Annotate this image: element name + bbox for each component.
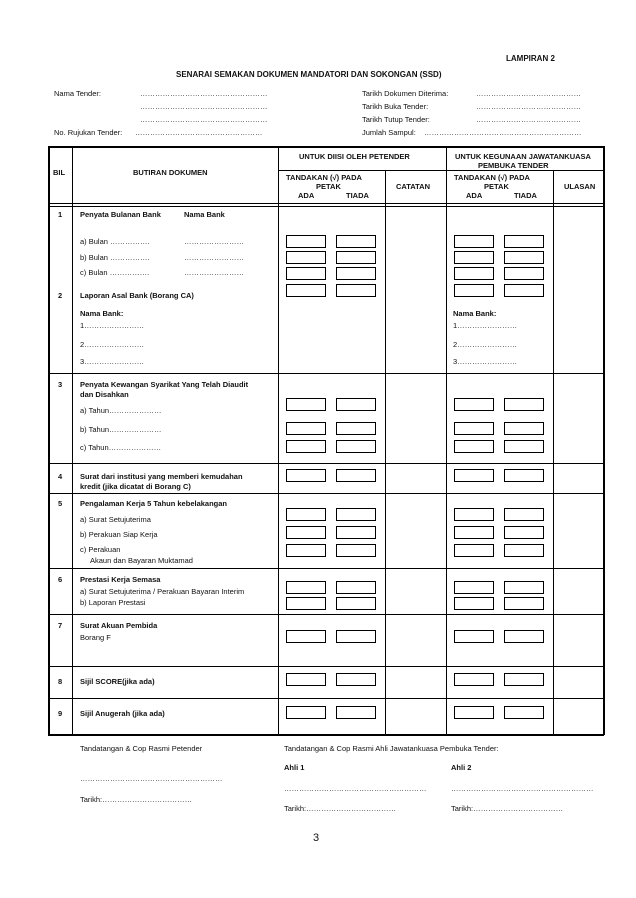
- col-items: BUTIRAN DOKUMEN: [133, 168, 208, 177]
- row-3-title: Penyata Kewangan Syarikat Yang Telah Diaudit: [80, 380, 249, 389]
- tenderer-tiada-checkbox[interactable]: [336, 251, 376, 264]
- tenderer-sign-dots: …………………………………………………: [80, 774, 223, 783]
- row-9-title: Sijil Anugerah (jika ada): [80, 709, 165, 718]
- mark-label-a: TANDAKAN (√) PADA: [286, 173, 362, 182]
- tiada-label-a: TIADA: [346, 191, 369, 200]
- tenderer-tiada-checkbox[interactable]: [336, 581, 376, 594]
- committee-ada-checkbox[interactable]: [454, 597, 494, 610]
- row-1-a: a) Bulan …………….: [80, 237, 150, 246]
- committee-tiada-checkbox[interactable]: [504, 267, 544, 280]
- row-1-c-dots: ……………………: [184, 268, 244, 277]
- tenderer-ada-checkbox[interactable]: [286, 284, 326, 297]
- row-6-b: b) Laporan Prestasi: [80, 598, 146, 607]
- tenderer-ada-checkbox[interactable]: [286, 706, 326, 719]
- tenderer-ada-checkbox[interactable]: [286, 630, 326, 643]
- committee-tiada-checkbox[interactable]: [504, 508, 544, 521]
- tenderer-ada-checkbox[interactable]: [286, 508, 326, 521]
- tenderer-tiada-checkbox[interactable]: [336, 469, 376, 482]
- row-1-number: 1: [58, 210, 63, 219]
- row-7-title: Surat Akuan Pembida: [80, 621, 158, 630]
- tenderer-ada-checkbox[interactable]: [286, 267, 326, 280]
- mark-label-b: TANDAKAN (√) PADA: [454, 173, 530, 182]
- tenderer-tiada-checkbox[interactable]: [336, 440, 376, 453]
- page-title: SENARAI SEMAKAN DOKUMEN MANDATORI DAN SOKONGAN (SSD): [176, 70, 442, 79]
- row-3-number: 3: [58, 380, 63, 389]
- committee-ada-checkbox[interactable]: [454, 440, 494, 453]
- row-8-number: 8: [58, 677, 63, 686]
- envelope-dots: ………………………………………………………: [424, 128, 582, 137]
- row-6-title: Prestasi Kerja Semasa: [80, 575, 161, 584]
- committee-tiada-checkbox[interactable]: [504, 251, 544, 264]
- committee-tiada-checkbox[interactable]: [504, 706, 544, 719]
- row-9-number: 9: [58, 709, 63, 718]
- committee-tiada-checkbox[interactable]: [504, 630, 544, 643]
- committee-tiada-checkbox[interactable]: [504, 440, 544, 453]
- tenderer-tiada-checkbox[interactable]: [336, 508, 376, 521]
- col-bil: BIL: [53, 168, 66, 177]
- tenderer-date: Tarikh:………………………………: [80, 795, 193, 804]
- committee-tiada-checkbox[interactable]: [504, 597, 544, 610]
- committee-ada-checkbox[interactable]: [454, 544, 494, 557]
- tenderer-tiada-checkbox[interactable]: [336, 526, 376, 539]
- committee-ada-checkbox[interactable]: [454, 398, 494, 411]
- tenderer-ada-checkbox[interactable]: [286, 469, 326, 482]
- row-2-line-3: 3……………………: [80, 357, 145, 366]
- close-dots: ……………………………………: [476, 115, 581, 124]
- committee-tiada-checkbox[interactable]: [504, 544, 544, 557]
- row-5-number: 5: [58, 499, 63, 508]
- row-5-b: b) Perakuan Siap Kerja: [80, 530, 158, 539]
- committee-ada-checkbox[interactable]: [454, 251, 494, 264]
- row-4-title-2: kredit (jika dicatat di Borang C): [80, 482, 191, 491]
- mark-label-b2: PETAK: [484, 182, 509, 191]
- row-2-bank: Nama Bank:: [80, 309, 124, 318]
- committee-ada-checkbox[interactable]: [454, 422, 494, 435]
- committee-sign-label: Tandatangan & Cop Rasmi Ahli Jawatankuasa Pembuka Tender:: [284, 744, 499, 753]
- envelope-label: Jumlah Sampul:: [362, 128, 416, 137]
- committee-tiada-checkbox[interactable]: [504, 581, 544, 594]
- committee-ada-checkbox[interactable]: [454, 673, 494, 686]
- tenderer-ada-checkbox[interactable]: [286, 597, 326, 610]
- row-3-c: c) Tahun…………………: [80, 443, 162, 452]
- tiada-label-b: TIADA: [514, 191, 537, 200]
- row-2-committee-3: 3……………………: [453, 357, 518, 366]
- row-1-b-dots: ……………………: [184, 253, 244, 262]
- member-2-date: Tarikh:………………………………: [451, 804, 564, 813]
- open-label: Tarikh Buka Tender:: [362, 102, 429, 111]
- appendix-label: LAMPIRAN 2: [506, 54, 555, 63]
- tenderer-ada-checkbox[interactable]: [286, 581, 326, 594]
- tenderer-ada-checkbox[interactable]: [286, 544, 326, 557]
- col-committee-2: PEMBUKA TENDER: [478, 161, 549, 170]
- row-2-number: 2: [58, 291, 63, 300]
- tender-name-label: Nama Tender:: [54, 89, 101, 98]
- member-1-label: Ahli 1: [284, 763, 305, 772]
- ada-label-a: ADA: [298, 191, 315, 200]
- row-7-sub: Borang F: [80, 633, 111, 642]
- tenderer-tiada-checkbox[interactable]: [336, 398, 376, 411]
- row-6-a: a) Surat Setujuterima / Perakuan Bayaran Interim: [80, 587, 245, 596]
- committee-tiada-checkbox[interactable]: [504, 422, 544, 435]
- tenderer-tiada-checkbox[interactable]: [336, 284, 376, 297]
- tenderer-ada-checkbox[interactable]: [286, 440, 326, 453]
- row-4-title: Surat dari institusi yang memberi kemudahan: [80, 472, 243, 481]
- tenderer-tiada-checkbox[interactable]: [336, 422, 376, 435]
- tenderer-ada-checkbox[interactable]: [286, 673, 326, 686]
- tenderer-tiada-checkbox[interactable]: [336, 706, 376, 719]
- received-dots: ……………………………………: [476, 89, 581, 98]
- committee-ada-checkbox[interactable]: [454, 284, 494, 297]
- member-2-sign-dots: …………………………………………………: [451, 784, 594, 793]
- committee-tiada-checkbox[interactable]: [504, 673, 544, 686]
- col-ulasan: ULASAN: [564, 182, 596, 191]
- committee-ada-checkbox[interactable]: [454, 469, 494, 482]
- member-1-date: Tarikh:………………………………: [284, 804, 397, 813]
- row-2-committee-1: 1……………………: [453, 321, 518, 330]
- committee-tiada-checkbox[interactable]: [504, 284, 544, 297]
- member-2-label: Ahli 2: [451, 763, 472, 772]
- committee-tiada-checkbox[interactable]: [504, 235, 544, 248]
- row-3-a: a) Tahun…………………: [80, 406, 162, 415]
- tenderer-sign-label: Tandatangan & Cop Rasmi Petender: [80, 744, 203, 753]
- row-2-line-1: 1……………………: [80, 321, 145, 330]
- row-1-title: Penyata Bulanan Bank: [80, 210, 161, 219]
- tender-name-dots-3: ……………………………………………: [140, 115, 268, 124]
- mark-label-a2: PETAK: [316, 182, 341, 191]
- row-2-committee-2: 2……………………: [453, 340, 518, 349]
- row-7-number: 7: [58, 621, 63, 630]
- open-dots: ……………………………………: [476, 102, 581, 111]
- committee-ada-checkbox[interactable]: [454, 267, 494, 280]
- committee-ada-checkbox[interactable]: [454, 581, 494, 594]
- col-tenderer: UNTUK DIISI OLEH PETENDER: [299, 152, 410, 161]
- committee-ada-checkbox[interactable]: [454, 526, 494, 539]
- member-1-sign-dots: …………………………………………………: [284, 784, 427, 793]
- row-8-title: Sijil SCORE(jika ada): [80, 677, 155, 686]
- committee-ada-checkbox[interactable]: [454, 706, 494, 719]
- row-6-number: 6: [58, 575, 63, 584]
- committee-ada-checkbox[interactable]: [454, 508, 494, 521]
- tenderer-tiada-checkbox[interactable]: [336, 630, 376, 643]
- row-3-b: b) Tahun…………………: [80, 425, 162, 434]
- tenderer-ada-checkbox[interactable]: [286, 235, 326, 248]
- tenderer-tiada-checkbox[interactable]: [336, 673, 376, 686]
- row-1-a-dots: ……………………: [184, 237, 244, 246]
- col-catatan: CATATAN: [396, 182, 431, 191]
- row-2-line-2: 2……………………: [80, 340, 145, 349]
- row-5-c-2: Akaun dan Bayaran Muktamad: [90, 556, 193, 565]
- committee-tiada-checkbox[interactable]: [504, 469, 544, 482]
- row-5-a: a) Surat Setujuterima: [80, 515, 151, 524]
- page-number: 3: [313, 832, 320, 844]
- row-4-number: 4: [58, 472, 63, 481]
- committee-ada-checkbox[interactable]: [454, 630, 494, 643]
- tenderer-ada-checkbox[interactable]: [286, 251, 326, 264]
- committee-tiada-checkbox[interactable]: [504, 398, 544, 411]
- received-label: Tarikh Dokumen Diterima:: [362, 89, 449, 98]
- tender-name-dots-1: ……………………………………………: [140, 89, 268, 98]
- row-2-committee-bank: Nama Bank:: [453, 309, 497, 318]
- tenderer-tiada-checkbox[interactable]: [336, 597, 376, 610]
- ref-dots: ……………………………………………: [135, 128, 263, 137]
- tenderer-ada-checkbox[interactable]: [286, 526, 326, 539]
- ref-label: No. Rujukan Tender:: [54, 128, 123, 137]
- row-5-c: c) Perakuan: [80, 545, 121, 554]
- row-2-title: Laporan Asal Bank (Borang CA): [80, 291, 194, 300]
- committee-ada-checkbox[interactable]: [454, 235, 494, 248]
- tenderer-tiada-checkbox[interactable]: [336, 235, 376, 248]
- row-5-title: Pengalaman Kerja 5 Tahun kebelakangan: [80, 499, 227, 508]
- close-label: Tarikh Tutup Tender:: [362, 115, 430, 124]
- col-committee: UNTUK KEGUNAAN JAWATANKUASA: [455, 152, 591, 161]
- tenderer-ada-checkbox[interactable]: [286, 398, 326, 411]
- row-1-bank-col: Nama Bank: [184, 210, 225, 219]
- row-3-title-2: dan Disahkan: [80, 390, 129, 399]
- tenderer-ada-checkbox[interactable]: [286, 422, 326, 435]
- committee-tiada-checkbox[interactable]: [504, 526, 544, 539]
- tender-name-dots-2: ……………………………………………: [140, 102, 268, 111]
- row-1-c: c) Bulan …………….: [80, 268, 150, 277]
- tenderer-tiada-checkbox[interactable]: [336, 267, 376, 280]
- ada-label-b: ADA: [466, 191, 483, 200]
- row-1-b: b) Bulan …………….: [80, 253, 150, 262]
- tenderer-tiada-checkbox[interactable]: [336, 544, 376, 557]
